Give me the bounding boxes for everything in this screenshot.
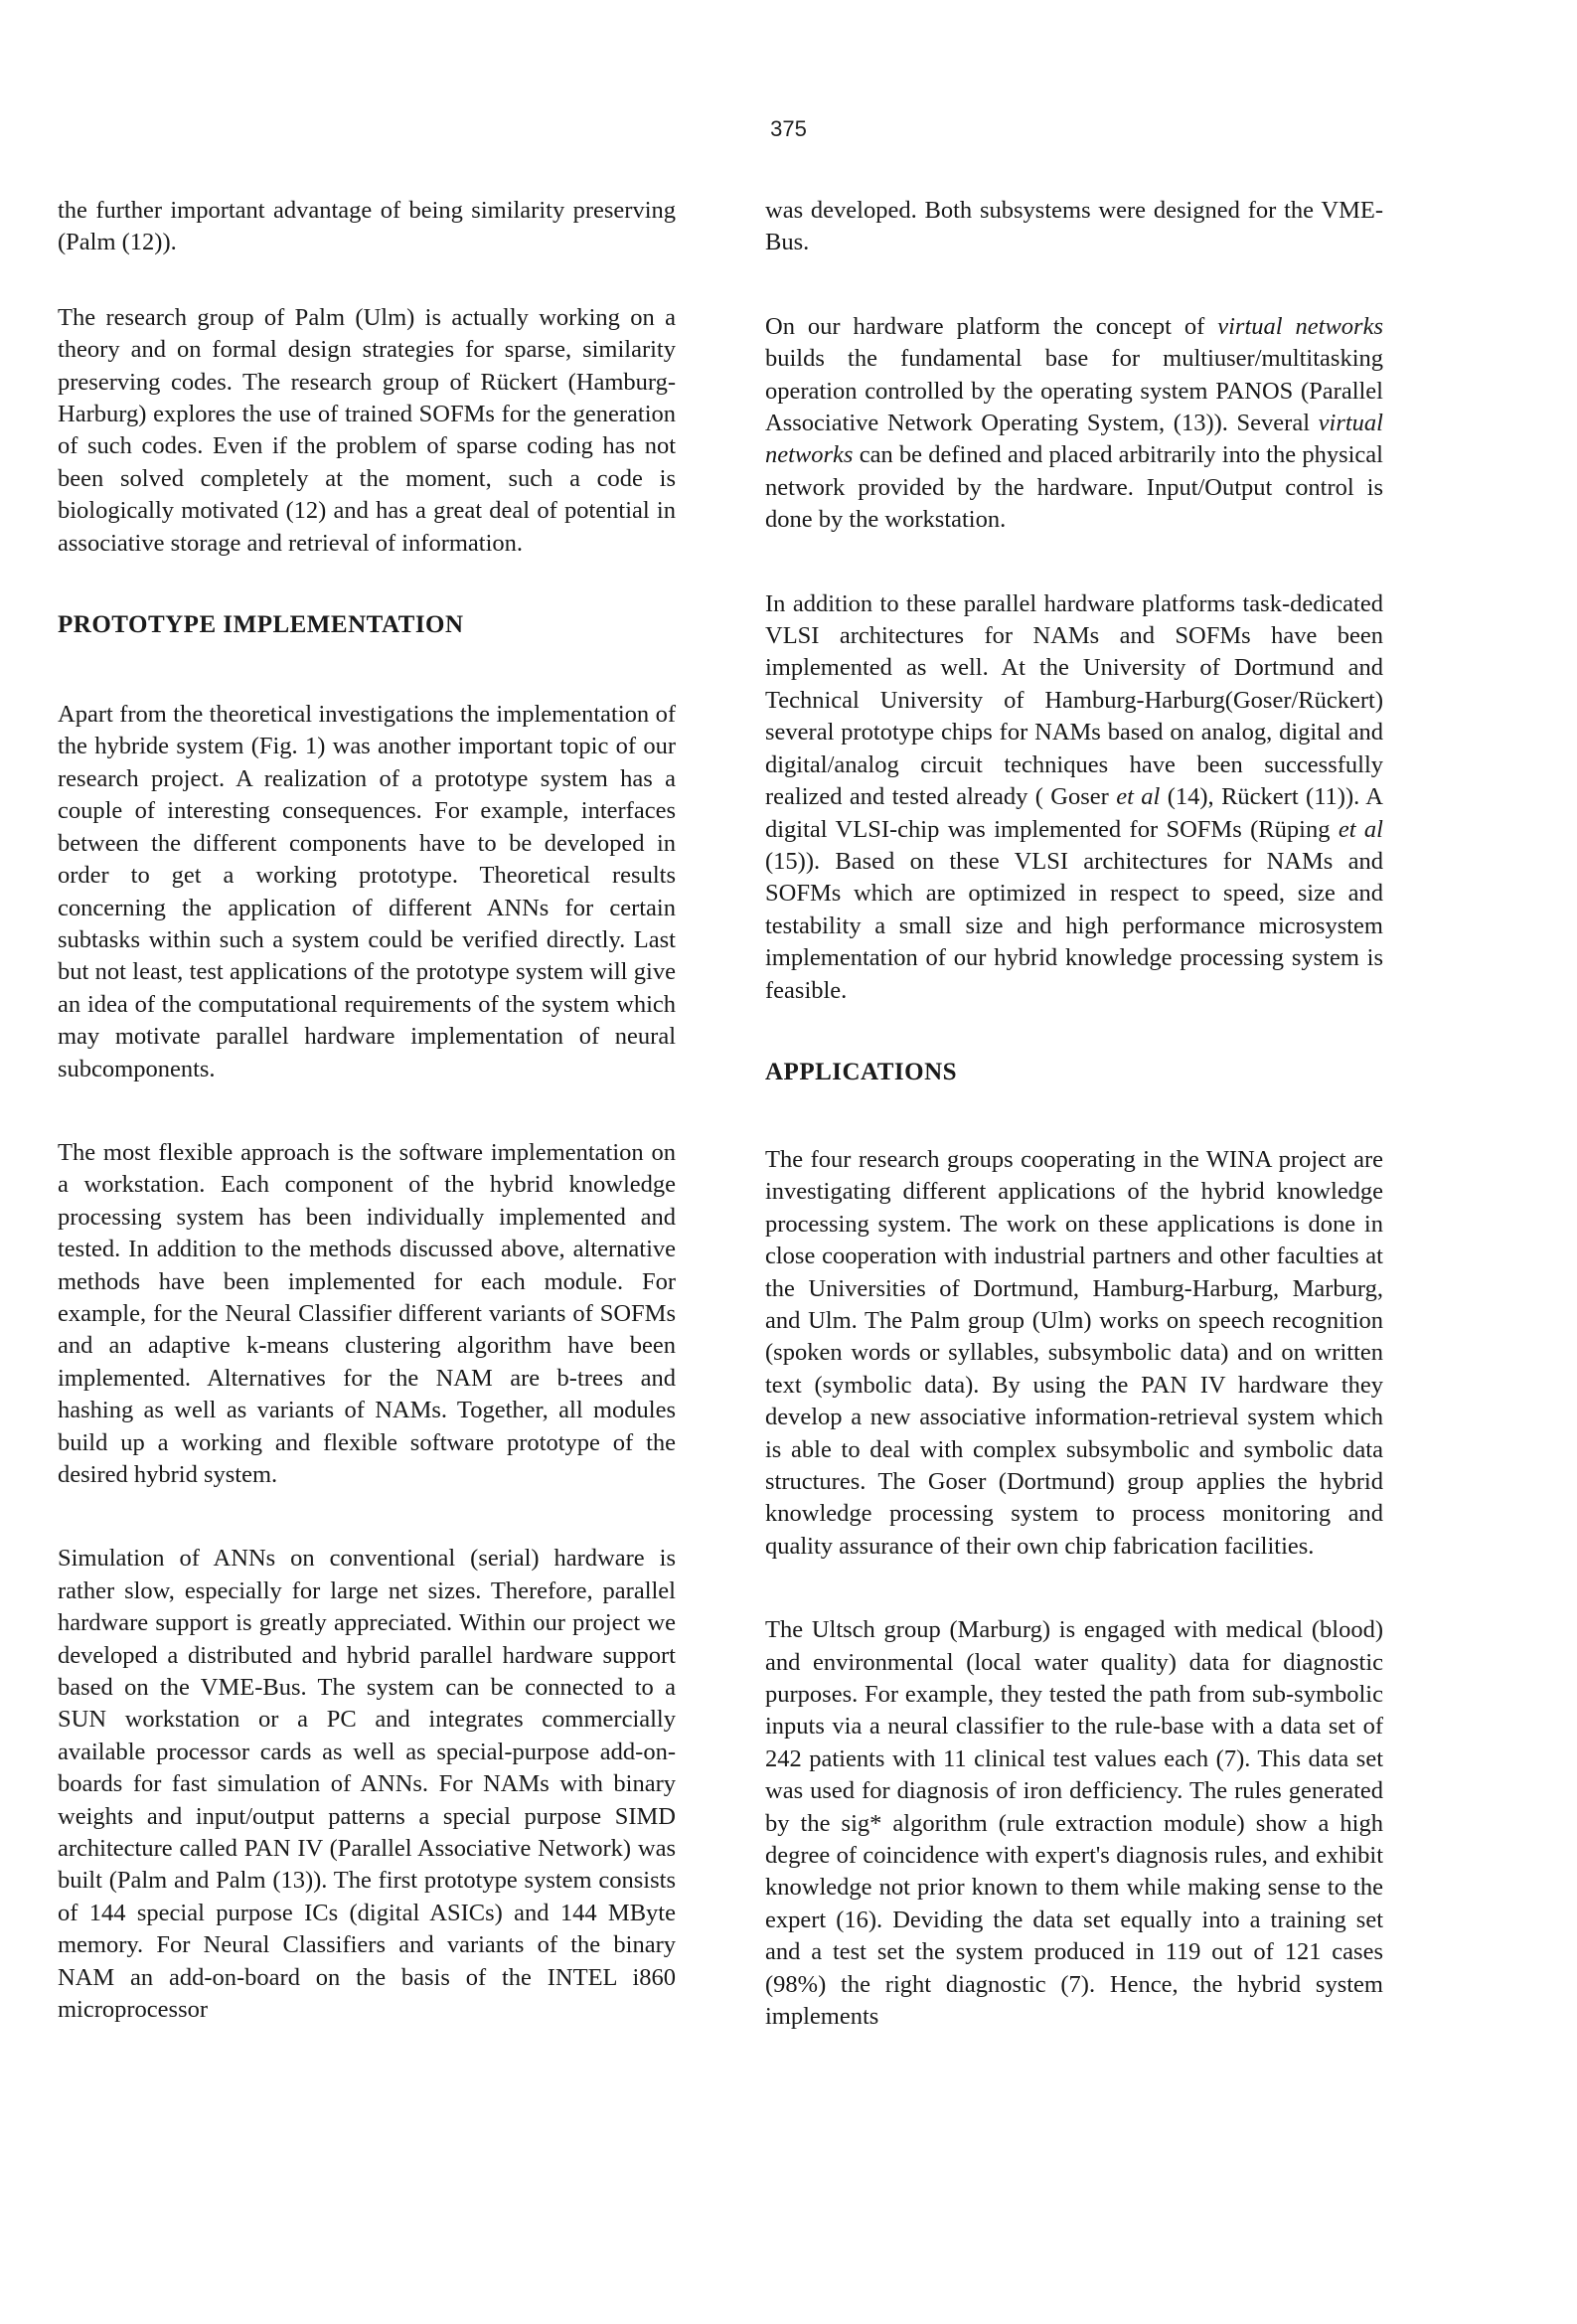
paragraph-similarity-continuation: the further important advantage of being similarity preserving (Palm (12)).	[58, 197, 676, 256]
left-column	[58, 195, 676, 2078]
text-segment: (15)). Based on these VLSI architectures for NAMs and SOFMs which are optimized in respect to speed, size and testability a small size and high performance microsystem implementation of our hybrid knowledge processing system is feasible.	[765, 847, 1383, 1004]
paragraph-research-group: The research group of Palm (Ulm) is actually working on a theory and on formal design strategies for sparse, similarity preserving codes. The research group of Rückert (Hamburg-Harburg) explores the use of trained SOFMs for the generation of such codes. Even if the problem of sparse coding has not been solved completely at the moment, such a code is biologically motivated (12) and has a great deal of potential in associative storage and retrieval of information.	[58, 303, 676, 557]
paragraph-ultsch-group: The Ultsch group (Marburg) is engaged with medical (blood) and environmental (local water quality) data for diagnostic purposes. For example, they tested the path from sub-symbolic inputs via a neural classifier to the rule-base with a data set of 242 patients with 11 clinical test values each (7). This data set was used for diagnosis of iron defficiency. The rules generated by the sig* algorithm (rule extraction module) show a high degree of coincidence with expert's diagnosis rules, and exhibit knowledge not prior known to them while making sense to the expert (16). Deviding the data set equally into a training set and a test set the system produced in 119 out of 121 cases (98%) the right diagnostic (7). Hence, the hybrid system implements	[765, 1616, 1383, 2031]
paragraph-four-research-groups: The four research groups cooperating in the WINA project are investigating different applications of the hybrid knowledge processing system. The work on these applications is done in close cooperation with industrial partners and other faculties at the Universities of Dortmund, Hamburg-Harburg, Marburg, and Ulm. The Palm group (Ulm) works on speech recognition (spoken words or syllables, subsymbolic data) and on written text (symbolic data). By using the PAN IV hardware they develop a new associative information-retrieval system which is able to deal with complex subsymbolic and symbolic data structures. The Goser (Dortmund) group applies the hybrid knowledge processing system to process monitoring and quality assurance of their own chip fabrication facilities.	[765, 1145, 1383, 1560]
text-segment: (14), Rückert (11)). A digital VLSI-chip was implemented for SOFMs (Rüping	[765, 783, 1383, 843]
heading-applications: APPLICATIONS	[765, 1058, 958, 1085]
text-segment: In addition to these parallel hardware platforms task-dedicated VLSI architectures for NAMs and SOFMs have been implemented as well. At the University of Dortmund and Technical University of Hamburg-Harburg(Goser/Rückert) several prototype chips for NAMs based on analog, digital and digital/analog circuit techniques have been successfully realized and tested already ( Goser	[765, 589, 1383, 811]
emphasis-et-al: et al	[1116, 783, 1161, 811]
right-column	[765, 195, 1383, 2085]
emphasis-et-al: et al	[1338, 815, 1383, 843]
emphasis-virtual-networks: virtual networks	[765, 410, 1383, 469]
paragraph-apart-from-theory: Apart from the theoretical investigations the implementation of the hybride system (Fig. 1) was another important topic of our research project. A realization of a prototype system has a couple of interesting consequences. For example, interfaces between the different components have to be developed in order to get a working prototype. Theoretical results concerning the application of different ANNs for certain subtasks within such a system could be verified directly. Last but not least, test applications of the prototype system will give an idea of the computational requirements of the system which may motivate parallel hardware implementation of neural subcomponents.	[58, 701, 676, 1082]
paragraph-parallel-hardware: Simulation of ANNs on conventional (serial) hardware is rather slow, especially for large net sizes. Therefore, parallel hardware support is greatly appreciated. Within our project we developed a distributed and hybrid parallel hardware support based on the VME-Bus. The system can be connected to a SUN workstation or a PC and integrates commercially available processor cards as well as special-purpose add-on-boards for fast simulation of ANNs. For NAMs with binary weights and input/output patterns a special purpose SIMD architecture called PAN IV (Parallel Associative Network) was built (Palm and Palm (13)). The first prototype system consists of 144 special purpose ICs (digital ASICs) and 144 MByte memory. For Neural Classifiers and variants of the binary NAM an add-on-board on the basis of the INTEL i860 microprocessor	[58, 1545, 676, 2024]
paragraph-vme-bus: was developed. Both subsystems were designed for the VME-Bus.	[765, 197, 1383, 256]
paragraph-vlsi-architectures	[765, 588, 1383, 1007]
paragraph-virtual-networks	[765, 311, 1383, 537]
emphasis-virtual-networks: virtual networks	[1217, 312, 1383, 340]
page-number: 375	[770, 116, 807, 141]
paragraph-software-implementation: The most flexible approach is the software implementation on a workstation. Each component of the hybrid knowledge processing system has been individually implemented and tested. In addition to the methods discussed above, alternative methods have been implemented for each module. For example, for the Neural Classifier different variants of SOFMs and an adaptive k-means clustering algorithm have been implemented. Alternatives for the NAM are b-trees and hashing as well as variants of NAMs. Together, all modules build up a working and flexible software prototype of the desired hybrid system.	[58, 1138, 676, 1488]
text-segment: builds the fundamental base for multiuser/multitasking operation controlled by the operating system PANOS (Parallel Associative Network Operating System, (13)). Several	[765, 345, 1383, 437]
heading-prototype-implementation: PROTOTYPE IMPLEMENTATION	[58, 611, 464, 639]
text-segment: can be defined and placed arbitrarily into the physical network provided by the hardware. Input/Output control is done by the workstation.	[765, 441, 1383, 534]
text-segment: On our hardware platform the concept of	[765, 312, 1218, 340]
